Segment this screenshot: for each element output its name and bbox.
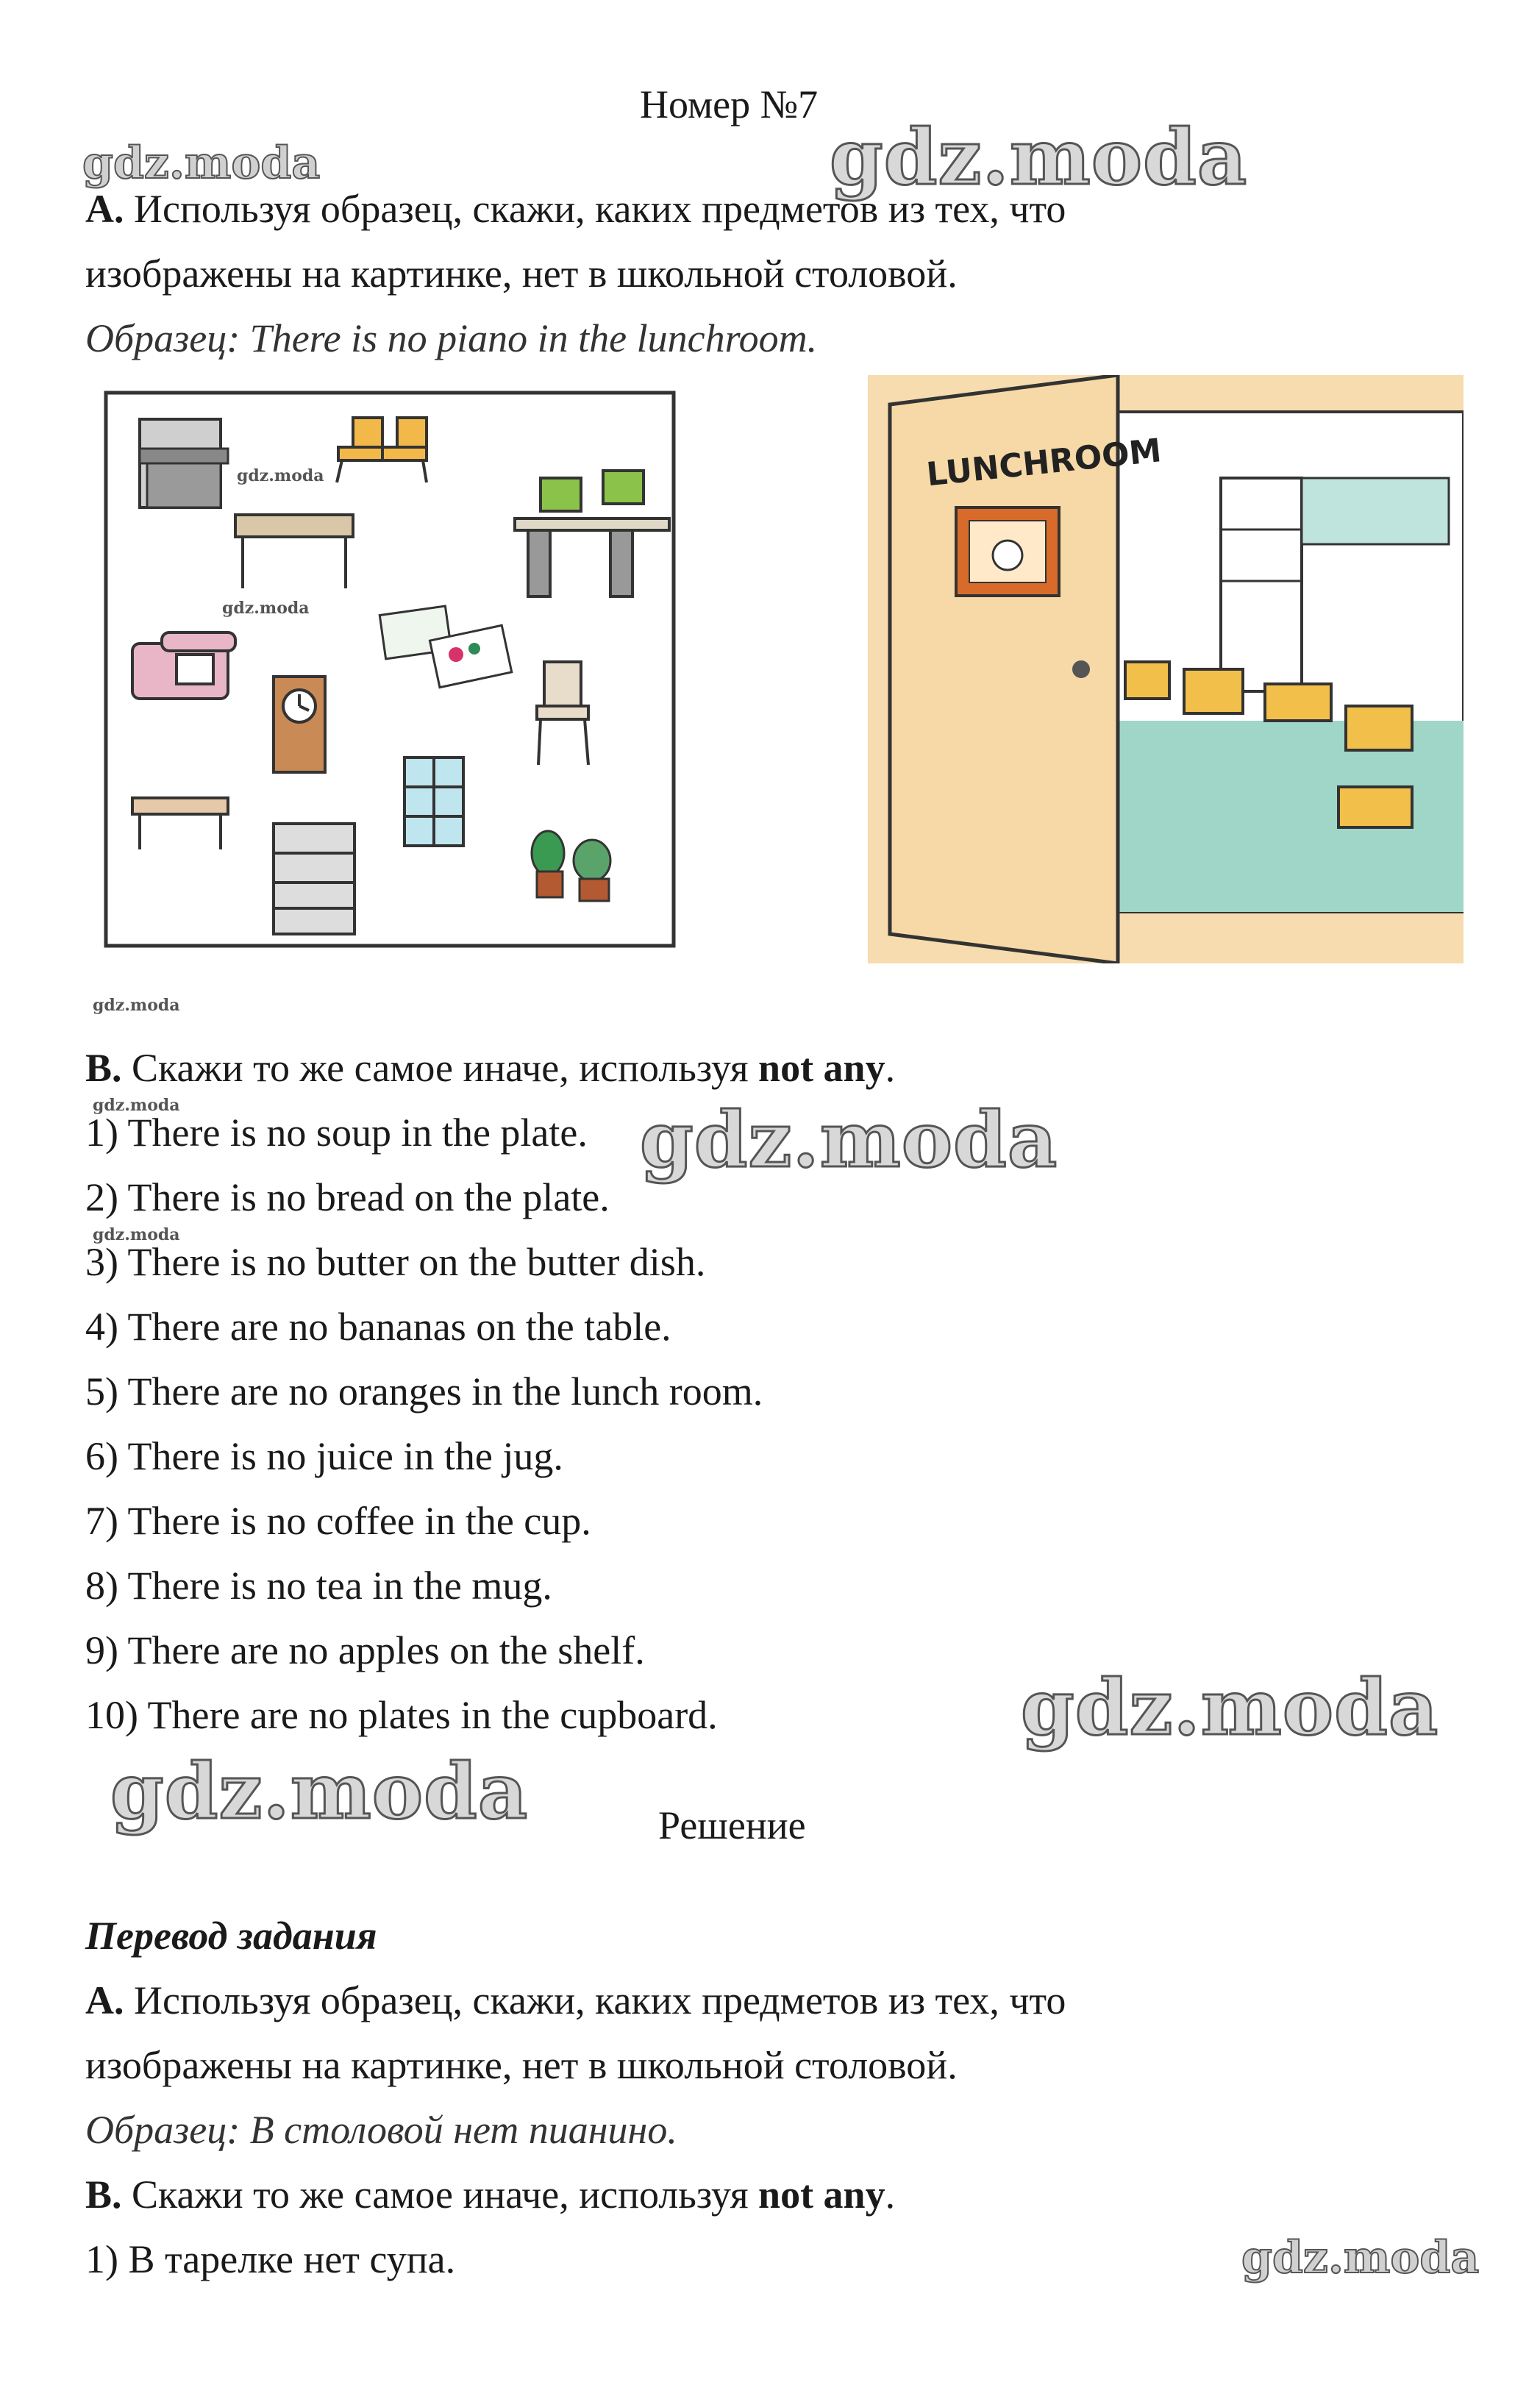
cupboard-icon [274,824,354,934]
watermark: gdz.moda [1241,2232,1480,2284]
watermark: gdz.moda [82,138,321,189]
list-item: 1) There is no soup in the plate. [85,1111,588,1155]
task-b-keyword: not any [758,1046,885,1090]
list-item: 5) There are no oranges in the lunch room. [85,1369,763,1414]
list-item: 3) There is no butter on the butter dish. [85,1240,706,1284]
watermark: gdz.moda [110,1746,529,1836]
watermark: gdz.moda [93,1225,180,1244]
list-item: 9) There are no apples on the shelf. [85,1628,645,1672]
watermark: gdz.moda [222,599,310,618]
clock-icon [274,677,325,772]
task-b-label: B. [85,1046,122,1090]
translation-b-heading [85,2171,895,2218]
watermark: gdz.moda [93,996,180,1015]
list-item: 2) There is no bread on the plate. [85,1175,610,1219]
lunchroom-illustration [868,375,1464,963]
translation-b-keyword: not any [758,2172,885,2217]
window-icon [404,758,463,846]
translation-heading: Перевод задания [85,1914,377,1958]
watermark: gdz.moda [830,112,1248,202]
telephone-icon [132,632,235,699]
piano-icon [140,419,228,507]
task-b-period: . [885,1046,896,1090]
translation-a-line1 [85,1977,1066,2024]
solution-title: Решение [658,1803,806,1847]
task-a-label: A. [85,187,124,231]
task-b-text: Скажи то же самое иначе, используя [132,1046,749,1090]
task-a-example: Образец: There is no piano in the lunchroom. [85,316,818,360]
page-title: Номер №7 [640,82,819,126]
task-a-text: Используя образец, скажи, каких предметов из тех, что [134,187,1066,231]
list-item: 8) There is no tea in the mug. [85,1564,552,1608]
translation-a-label: A. [85,1978,124,2022]
translation-a-example: Образец: В столовой нет пианино. [85,2108,677,2152]
watermark: gdz.moda [1021,1662,1439,1753]
translation-b-period: . [885,2172,896,2217]
watermark: gdz.moda [640,1094,1058,1185]
door-knob [1072,660,1090,678]
translation-a-line2: изображены на картинке, нет в школьной столовой. [85,2043,958,2087]
translation-b-item1: 1) В тарелке нет супа. [85,2237,456,2281]
objects-illustration [103,390,677,949]
task-a-line1 [85,185,1066,232]
watermark: gdz.moda [93,1096,180,1115]
list-item: 7) There is no coffee in the cup. [85,1499,591,1543]
door-sign: LUNCHROOM [924,432,1163,494]
translation-a-text: Используя образец, скажи, каких предметов из тех, что [134,1978,1066,2022]
watermark: gdz.moda [237,466,324,485]
list-item: 6) There is no juice in the jug. [85,1434,563,1478]
list-item: 4) There are no bananas on the table. [85,1305,671,1349]
translation-b-label: B. [85,2172,122,2217]
list-item: 10) There are no plates in the cupboard. [85,1693,718,1737]
translation-b-text: Скажи то же самое иначе, используя [132,2172,749,2217]
cupboard-icon [1221,478,1302,691]
task-b-heading [85,1044,895,1091]
task-a-line2: изображены на картинке, нет в школьной столовой. [85,252,958,296]
